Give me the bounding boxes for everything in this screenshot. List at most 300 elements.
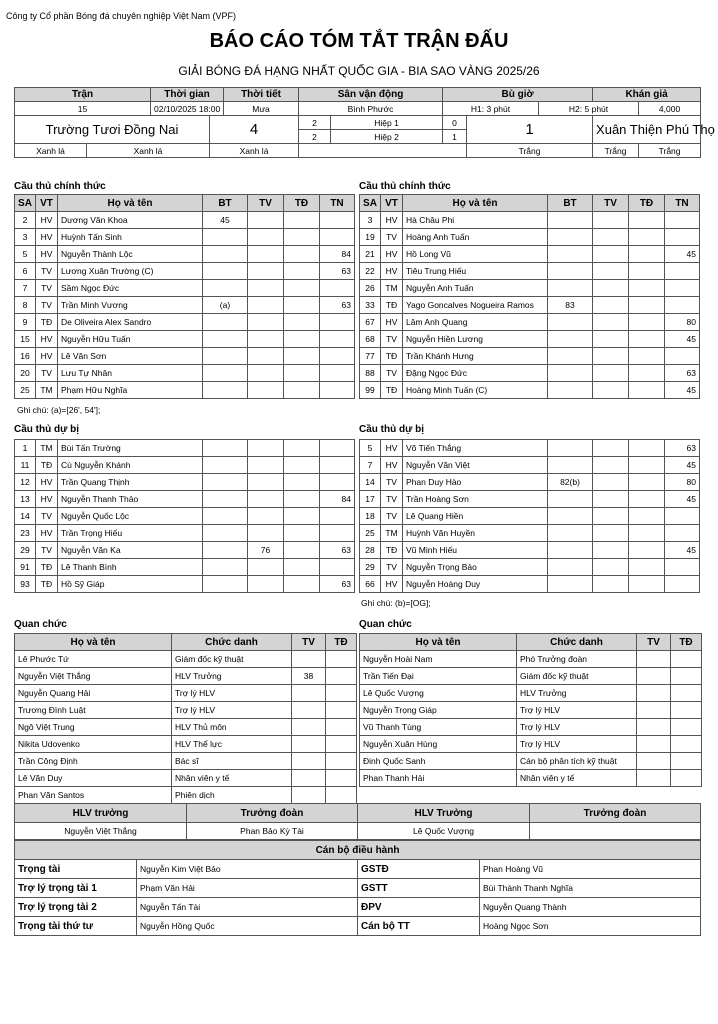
player-cell bbox=[629, 365, 665, 382]
player-cell bbox=[548, 440, 593, 457]
half2-home-score: 2 bbox=[299, 130, 331, 144]
player-cell bbox=[284, 365, 320, 382]
media-officer-name: Hoàng Ngọc Sơn bbox=[480, 917, 701, 936]
half1-label: Hiệp 1 bbox=[331, 116, 443, 130]
player-cell bbox=[593, 246, 629, 263]
player-row bbox=[360, 331, 700, 348]
media-officer-label: Cán bộ TT bbox=[358, 917, 480, 936]
official-cell bbox=[637, 651, 671, 668]
player-cell bbox=[284, 457, 320, 474]
player-cell bbox=[593, 525, 629, 542]
player-cell bbox=[629, 263, 665, 280]
official-cell: Trợ lý HLV bbox=[517, 719, 637, 736]
player-cell bbox=[203, 280, 248, 297]
player-cell: Nguyễn Thanh Thảo bbox=[58, 491, 203, 508]
player-row bbox=[15, 212, 355, 229]
player-cell: 91 bbox=[15, 559, 36, 576]
player-cell bbox=[284, 542, 320, 559]
player-cell: 66 bbox=[360, 576, 381, 593]
player-cell: Võ Tiến Thắng bbox=[403, 440, 548, 457]
stoppage-h2: H2: 5 phút bbox=[539, 102, 639, 116]
official-cell bbox=[671, 685, 702, 702]
player-cell: De Oliveira Alex Sandro bbox=[58, 314, 203, 331]
match-officials-title: Cán bộ điều hành bbox=[15, 841, 701, 860]
official-cell bbox=[637, 770, 671, 787]
official-col-header: Họ và tên bbox=[360, 634, 517, 651]
player-cell: Hà Châu Phi bbox=[403, 212, 548, 229]
player-cell: HV bbox=[36, 474, 58, 491]
player-cell: HV bbox=[36, 491, 58, 508]
player-cell bbox=[593, 508, 629, 525]
official-cell: Nguyễn Hoài Nam bbox=[360, 651, 517, 668]
match-officials-table bbox=[14, 840, 701, 936]
player-cell bbox=[548, 576, 593, 593]
player-cell bbox=[284, 525, 320, 542]
player-cell: 84 bbox=[320, 246, 355, 263]
player-cell: 80 bbox=[665, 474, 700, 491]
player-cell: TM bbox=[36, 440, 58, 457]
official-cell bbox=[326, 668, 357, 685]
player-cell: Huỳnh Tấn Sinh bbox=[58, 229, 203, 246]
player-cell bbox=[320, 525, 355, 542]
player-cell: HV bbox=[36, 246, 58, 263]
player-cell bbox=[284, 280, 320, 297]
player-cell bbox=[665, 212, 700, 229]
player-cell bbox=[248, 280, 284, 297]
player-cell bbox=[284, 212, 320, 229]
player-cell: 45 bbox=[665, 491, 700, 508]
player-cell: TV bbox=[381, 365, 403, 382]
player-cell: TV bbox=[381, 491, 403, 508]
player-cell: 14 bbox=[360, 474, 381, 491]
player-row bbox=[15, 314, 355, 331]
player-cell: HV bbox=[381, 212, 403, 229]
official-row bbox=[360, 685, 702, 702]
player-col-header: VT bbox=[381, 195, 403, 212]
player-cell bbox=[320, 314, 355, 331]
official-col-header: TV bbox=[292, 634, 326, 651]
player-col-header: BT bbox=[203, 195, 248, 212]
player-cell: TV bbox=[36, 542, 58, 559]
player-cell: 16 bbox=[15, 348, 36, 365]
player-cell: Nguyễn Thành Lộc bbox=[58, 246, 203, 263]
player-cell: TV bbox=[36, 280, 58, 297]
player-cell: Trần Khánh Hưng bbox=[403, 348, 548, 365]
home-officials-table bbox=[14, 633, 357, 804]
player-row bbox=[360, 491, 700, 508]
player-cell bbox=[203, 348, 248, 365]
player-row bbox=[15, 382, 355, 399]
official-col-header: TĐ bbox=[326, 634, 357, 651]
player-cell: 93 bbox=[15, 576, 36, 593]
assistant-1-name: Phạm Văn Hải bbox=[137, 879, 358, 898]
stoppage-h1: H1: 3 phút bbox=[443, 102, 539, 116]
player-cell bbox=[248, 212, 284, 229]
official-cell bbox=[292, 787, 326, 804]
player-cell: 45 bbox=[665, 542, 700, 559]
player-row bbox=[15, 491, 355, 508]
official-cell: HLV Trưởng bbox=[172, 668, 292, 685]
kit-spacer bbox=[299, 144, 467, 158]
player-cell: 6 bbox=[15, 263, 36, 280]
player-cell bbox=[665, 348, 700, 365]
player-cell: HV bbox=[36, 525, 58, 542]
official-row bbox=[360, 736, 702, 753]
away-starting-table bbox=[359, 194, 700, 399]
player-cell bbox=[203, 331, 248, 348]
official-cell: 38 bbox=[292, 668, 326, 685]
referee-name: Nguyễn Kim Việt Bảo bbox=[137, 860, 358, 879]
player-row bbox=[360, 508, 700, 525]
player-cell: TĐ bbox=[381, 382, 403, 399]
player-cell: Vũ Minh Hiếu bbox=[403, 542, 548, 559]
player-cell bbox=[629, 297, 665, 314]
player-cell: 25 bbox=[360, 525, 381, 542]
player-cell bbox=[203, 382, 248, 399]
player-cell bbox=[593, 474, 629, 491]
player-cell: 63 bbox=[665, 440, 700, 457]
player-cell: TV bbox=[381, 229, 403, 246]
player-row bbox=[15, 229, 355, 246]
player-cell bbox=[593, 382, 629, 399]
player-cell: Hoàng Anh Tuấn bbox=[403, 229, 548, 246]
player-cell: HV bbox=[36, 229, 58, 246]
official-row bbox=[15, 685, 357, 702]
player-cell: Lê Thanh Bình bbox=[58, 559, 203, 576]
player-cell: 63 bbox=[320, 576, 355, 593]
time-header: Thời gian bbox=[151, 88, 224, 102]
company-name: Công ty Cổ phần Bóng đá chuyên nghiệp Việt Nam (VPF) bbox=[6, 11, 236, 21]
player-cell: 25 bbox=[15, 382, 36, 399]
home-team-name: Trường Tươi Đồng Nai bbox=[15, 116, 210, 144]
player-cell bbox=[629, 440, 665, 457]
home-coach-header: HLV trưởng bbox=[15, 804, 187, 823]
report-title: BÁO CÁO TÓM TẮT TRẬN ĐẤU bbox=[209, 30, 509, 52]
player-cell: 33 bbox=[360, 297, 381, 314]
home-score: 4 bbox=[210, 116, 299, 144]
official-row bbox=[360, 651, 702, 668]
player-cell bbox=[593, 212, 629, 229]
player-cell bbox=[320, 331, 355, 348]
fourth-official-label: Trọng tài thứ tư bbox=[15, 917, 137, 936]
player-cell bbox=[593, 559, 629, 576]
away-manager-name bbox=[530, 823, 701, 840]
player-cell: 9 bbox=[15, 314, 36, 331]
player-cell bbox=[284, 382, 320, 399]
official-row bbox=[15, 719, 357, 736]
official-cell bbox=[292, 770, 326, 787]
player-cell bbox=[284, 440, 320, 457]
player-cell bbox=[593, 457, 629, 474]
player-cell: Đặng Ngọc Đức bbox=[403, 365, 548, 382]
player-cell bbox=[248, 229, 284, 246]
official-col-header: Chức danh bbox=[517, 634, 637, 651]
player-cell bbox=[284, 314, 320, 331]
player-cell: TV bbox=[381, 559, 403, 576]
player-cell: 12 bbox=[15, 474, 36, 491]
player-cell: 45 bbox=[665, 382, 700, 399]
player-cell bbox=[548, 212, 593, 229]
player-cell: 7 bbox=[360, 457, 381, 474]
player-row bbox=[15, 331, 355, 348]
player-cell bbox=[548, 229, 593, 246]
official-cell: Trợ lý HLV bbox=[172, 685, 292, 702]
player-row bbox=[360, 314, 700, 331]
player-cell: HV bbox=[381, 246, 403, 263]
player-cell bbox=[248, 508, 284, 525]
player-cell bbox=[320, 229, 355, 246]
home-manager-name: Phan Bảo Kỳ Tài bbox=[187, 823, 358, 840]
official-row bbox=[15, 787, 357, 804]
away-score: 1 bbox=[467, 116, 593, 144]
player-cell bbox=[548, 280, 593, 297]
player-cell: TV bbox=[381, 474, 403, 491]
home-manager-header: Trưởng đoàn bbox=[187, 804, 358, 823]
player-row bbox=[15, 542, 355, 559]
player-cell bbox=[629, 348, 665, 365]
player-row bbox=[360, 457, 700, 474]
player-col-header: TĐ bbox=[284, 195, 320, 212]
home-subs-label: Cầu thủ dự bị bbox=[14, 424, 80, 435]
assistant-2-name: Nguyễn Tấn Tài bbox=[137, 898, 358, 917]
player-cell bbox=[284, 348, 320, 365]
player-cell: 77 bbox=[360, 348, 381, 365]
player-cell bbox=[203, 365, 248, 382]
player-cell bbox=[320, 365, 355, 382]
player-cell: Hồ Long Vũ bbox=[403, 246, 548, 263]
player-cell: 76 bbox=[248, 542, 284, 559]
player-cell: Trần Hoàng Sơn bbox=[403, 491, 548, 508]
player-cell: 5 bbox=[15, 246, 36, 263]
player-cell: Nguyễn Quốc Lộc bbox=[58, 508, 203, 525]
attendance-header: Khán giả bbox=[593, 88, 701, 102]
player-cell: 45 bbox=[665, 457, 700, 474]
player-cell bbox=[548, 382, 593, 399]
player-cell bbox=[284, 263, 320, 280]
official-cell bbox=[292, 651, 326, 668]
player-cell bbox=[548, 365, 593, 382]
player-cell bbox=[248, 559, 284, 576]
player-cell: TĐ bbox=[381, 348, 403, 365]
player-col-header: BT bbox=[548, 195, 593, 212]
player-cell bbox=[629, 508, 665, 525]
player-cell: Lâm Anh Quang bbox=[403, 314, 548, 331]
official-cell bbox=[326, 770, 357, 787]
official-cell bbox=[326, 685, 357, 702]
player-cell: 21 bbox=[360, 246, 381, 263]
official-row bbox=[15, 770, 357, 787]
player-row bbox=[360, 382, 700, 399]
player-cell bbox=[284, 246, 320, 263]
official-cell bbox=[326, 719, 357, 736]
player-row bbox=[15, 348, 355, 365]
player-cell: 20 bbox=[15, 365, 36, 382]
official-row bbox=[360, 668, 702, 685]
player-cell bbox=[629, 542, 665, 559]
home-kit-socks: Xanh lá bbox=[210, 144, 299, 158]
player-col-header: SA bbox=[15, 195, 36, 212]
official-cell bbox=[637, 702, 671, 719]
player-cell bbox=[284, 576, 320, 593]
away-kit-shorts: Trắng bbox=[593, 144, 639, 158]
player-cell: 26 bbox=[360, 280, 381, 297]
player-cell bbox=[629, 457, 665, 474]
player-cell: 8 bbox=[15, 297, 36, 314]
player-row bbox=[15, 280, 355, 297]
player-cell: 29 bbox=[360, 559, 381, 576]
player-cell: 3 bbox=[360, 212, 381, 229]
player-col-header: TĐ bbox=[629, 195, 665, 212]
player-cell bbox=[248, 457, 284, 474]
home-kit-shirt: Xanh lá bbox=[15, 144, 87, 158]
player-row bbox=[15, 297, 355, 314]
official-cell bbox=[671, 651, 702, 668]
player-row bbox=[15, 576, 355, 593]
official-cell: Nhân viên y tế bbox=[172, 770, 292, 787]
official-cell: Nguyễn Quang Hải bbox=[15, 685, 172, 702]
player-cell bbox=[203, 474, 248, 491]
official-cell: HLV Thể lực bbox=[172, 736, 292, 753]
official-cell bbox=[671, 736, 702, 753]
player-row bbox=[360, 297, 700, 314]
gstd-label: GSTĐ bbox=[358, 860, 480, 879]
player-cell bbox=[665, 508, 700, 525]
player-cell bbox=[320, 474, 355, 491]
player-cell bbox=[320, 457, 355, 474]
player-cell bbox=[548, 525, 593, 542]
official-cell: Nguyễn Xuân Hùng bbox=[360, 736, 517, 753]
player-cell bbox=[665, 576, 700, 593]
player-cell bbox=[593, 348, 629, 365]
player-cell: Yago Goncalves Nogueira Ramos bbox=[403, 297, 548, 314]
player-cell: HV bbox=[36, 331, 58, 348]
referee-label: Trọng tài bbox=[15, 860, 137, 879]
player-cell bbox=[665, 559, 700, 576]
player-cell bbox=[593, 576, 629, 593]
player-row bbox=[15, 365, 355, 382]
away-manager-header: Trưởng đoàn bbox=[530, 804, 701, 823]
official-row bbox=[15, 702, 357, 719]
player-cell bbox=[548, 263, 593, 280]
player-cell: 83 bbox=[548, 297, 593, 314]
assistant-2-label: Trợ lý trọng tài 2 bbox=[15, 898, 137, 917]
home-note: Ghi chú: (a)=[26', 54']; bbox=[17, 405, 101, 415]
player-cell: Lương Xuân Trường (C) bbox=[58, 263, 203, 280]
home-subs-table bbox=[14, 439, 355, 593]
player-cell bbox=[320, 382, 355, 399]
half1-home-score: 2 bbox=[299, 116, 331, 130]
official-cell bbox=[326, 651, 357, 668]
player-cell: Cù Nguyễn Khánh bbox=[58, 457, 203, 474]
match-weather: Mưa bbox=[224, 102, 299, 116]
official-cell: HLV Trưởng bbox=[517, 685, 637, 702]
player-cell bbox=[203, 263, 248, 280]
official-cell bbox=[292, 753, 326, 770]
player-cell bbox=[629, 525, 665, 542]
player-cell: 19 bbox=[360, 229, 381, 246]
away-kit-socks: Trắng bbox=[639, 144, 701, 158]
player-cell bbox=[203, 440, 248, 457]
player-cell bbox=[665, 297, 700, 314]
player-cell: 63 bbox=[320, 263, 355, 280]
player-cell: Nguyễn Trọng Bảo bbox=[403, 559, 548, 576]
player-cell bbox=[284, 508, 320, 525]
player-cell bbox=[665, 229, 700, 246]
official-cell bbox=[637, 736, 671, 753]
official-cell bbox=[326, 753, 357, 770]
player-cell: Lê Văn Sơn bbox=[58, 348, 203, 365]
home-officials-label: Quan chức bbox=[14, 619, 67, 630]
player-cell bbox=[203, 525, 248, 542]
player-col-header: Họ và tên bbox=[403, 195, 548, 212]
official-row bbox=[360, 719, 702, 736]
assistant-1-label: Trợ lý trọng tài 1 bbox=[15, 879, 137, 898]
player-cell: Nguyễn Văn Ka bbox=[58, 542, 203, 559]
player-cell: TV bbox=[36, 263, 58, 280]
player-cell: Hoàng Minh Tuấn (C) bbox=[403, 382, 548, 399]
player-cell bbox=[593, 314, 629, 331]
away-officials-table bbox=[359, 633, 702, 787]
dpv-label: ĐPV bbox=[358, 898, 480, 917]
weather-header: Thời tiết bbox=[224, 88, 299, 102]
player-row bbox=[15, 440, 355, 457]
player-cell: TĐ bbox=[381, 542, 403, 559]
player-row bbox=[15, 457, 355, 474]
player-cell: Phạm Hữu Nghĩa bbox=[58, 382, 203, 399]
player-cell bbox=[320, 280, 355, 297]
player-cell: 7 bbox=[15, 280, 36, 297]
player-cell: 1 bbox=[15, 440, 36, 457]
player-cell bbox=[629, 559, 665, 576]
away-coach-header: HLV Trưởng bbox=[358, 804, 530, 823]
player-cell: Tiêu Trung Hiếu bbox=[403, 263, 548, 280]
player-cell bbox=[629, 491, 665, 508]
player-cell bbox=[320, 440, 355, 457]
player-cell: Huỳnh Văn Huyền bbox=[403, 525, 548, 542]
player-cell: Lưu Tự Nhân bbox=[58, 365, 203, 382]
match-number-header: Trận bbox=[15, 88, 151, 102]
player-cell bbox=[248, 525, 284, 542]
player-row bbox=[360, 229, 700, 246]
official-cell bbox=[326, 736, 357, 753]
player-cell bbox=[548, 331, 593, 348]
player-cell bbox=[548, 508, 593, 525]
player-cell: Bùi Tấn Trường bbox=[58, 440, 203, 457]
player-cell bbox=[548, 348, 593, 365]
official-cell: Lê Văn Duy bbox=[15, 770, 172, 787]
player-cell: Sầm Ngọc Đức bbox=[58, 280, 203, 297]
player-cell bbox=[248, 297, 284, 314]
player-cell bbox=[593, 440, 629, 457]
player-row bbox=[360, 246, 700, 263]
player-cell bbox=[548, 559, 593, 576]
player-col-header: TN bbox=[665, 195, 700, 212]
player-cell bbox=[248, 314, 284, 331]
official-cell bbox=[671, 719, 702, 736]
official-row bbox=[360, 702, 702, 719]
player-cell: Nguyễn Hiền Lương bbox=[403, 331, 548, 348]
player-cell: TĐ bbox=[381, 297, 403, 314]
official-cell: Nikita Udovenko bbox=[15, 736, 172, 753]
player-row bbox=[360, 365, 700, 382]
official-cell: Lê Quốc Vượng bbox=[360, 685, 517, 702]
player-cell: Trần Trọng Hiếu bbox=[58, 525, 203, 542]
player-cell: TV bbox=[381, 508, 403, 525]
fourth-official-name: Nguyễn Hồng Quốc bbox=[137, 917, 358, 936]
official-cell: Nguyễn Việt Thắng bbox=[15, 668, 172, 685]
player-cell: 99 bbox=[360, 382, 381, 399]
player-cell: Lê Quang Hiền bbox=[403, 508, 548, 525]
